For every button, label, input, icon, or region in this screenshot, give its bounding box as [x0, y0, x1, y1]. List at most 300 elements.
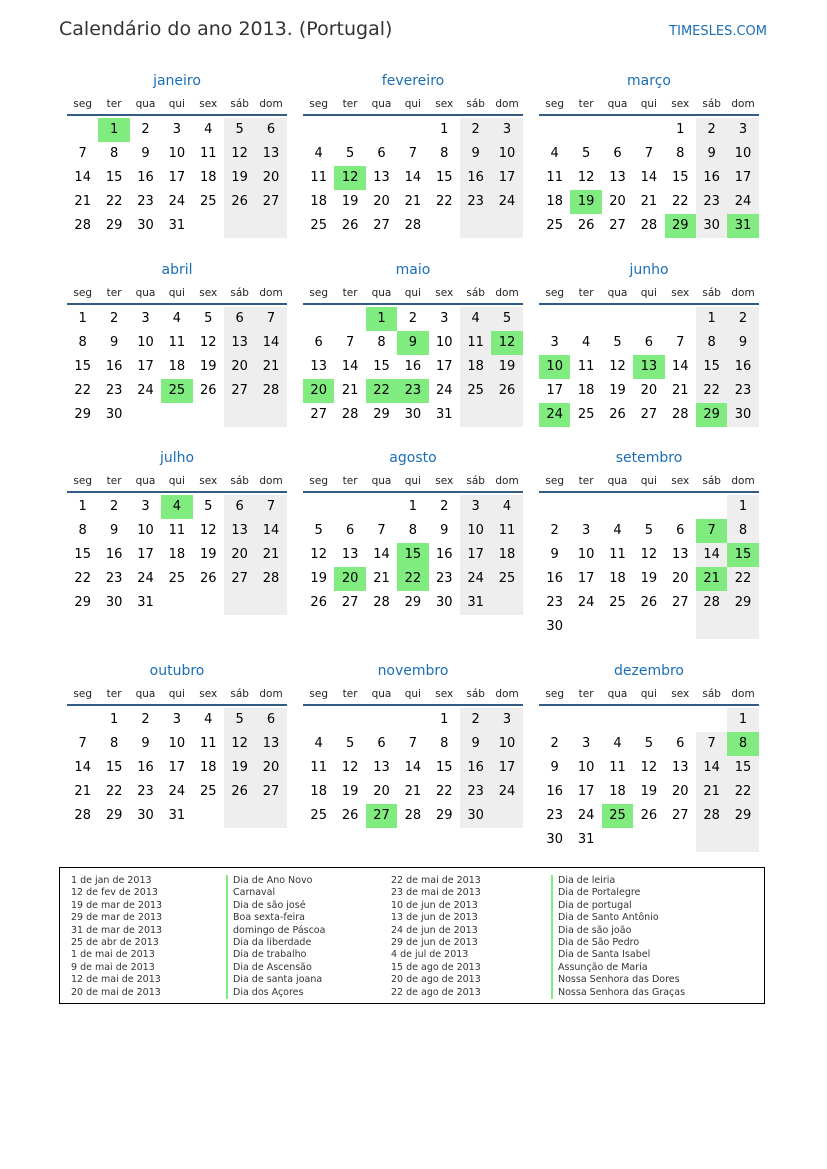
day-cell: 1: [78, 311, 87, 326]
day-cell: 4: [613, 523, 622, 538]
brand-link[interactable]: TIMESLES.COM: [669, 24, 767, 39]
weekday-header: [303, 688, 523, 706]
day-cell: 17: [491, 166, 522, 190]
day-cell: 25: [577, 407, 595, 422]
empty-cell: [602, 708, 633, 732]
day-cell: 5: [204, 311, 213, 326]
day-cell: 2: [408, 311, 417, 326]
day-cell: 19: [341, 194, 359, 209]
day-cell: 19: [224, 166, 255, 190]
day-cell: 16: [727, 355, 758, 379]
weekday-label: ter: [578, 475, 594, 487]
day-cell: 7: [255, 307, 286, 331]
day-cell: 21: [640, 194, 658, 209]
day-cell: 27: [224, 567, 255, 591]
day-cell: 20: [255, 166, 286, 190]
weekday-label: sáb: [230, 98, 249, 110]
weekday-label: sex: [199, 98, 218, 110]
empty-cell: [224, 804, 255, 828]
day-cell: 5: [345, 736, 355, 751]
day-cell: 17: [577, 571, 595, 586]
empty-cell: [539, 118, 570, 142]
weekday-header: [539, 688, 759, 706]
empty-cell: [696, 615, 727, 639]
day-cell: 7: [377, 523, 386, 538]
legend-names-col-1: [226, 875, 325, 999]
legend-holiday-name: Nossa Senhora das Graças: [551, 987, 685, 999]
page-title: Calendário do ano 2013. (Portugal): [59, 18, 393, 40]
day-cell: 4: [172, 311, 181, 326]
weekday-label: qua: [607, 475, 628, 487]
day-cell: 28: [640, 218, 658, 233]
day-cell: 10: [435, 335, 453, 350]
empty-cell: [602, 495, 633, 519]
day-cell: 28: [696, 591, 727, 615]
day-cell: 27: [640, 407, 658, 422]
day-cell: 2: [696, 118, 727, 142]
day-cell: 18: [491, 543, 522, 567]
weekday-label: ter: [106, 98, 122, 110]
month-dezembro: [539, 663, 759, 852]
day-cell: 22: [105, 194, 123, 209]
day-cell: 18: [199, 760, 217, 775]
day-cell: 20: [255, 756, 286, 780]
weekday-label: sex: [435, 688, 454, 700]
weekday-label: sáb: [702, 287, 721, 299]
legend-date: 19 de mar de 2013: [71, 899, 163, 911]
legend-holiday-name: Dia de São Pedro: [551, 937, 685, 949]
day-cell: 14: [640, 170, 658, 185]
day-cell: 29: [696, 403, 727, 427]
legend-date: 12 de mai de 2013: [71, 974, 161, 986]
day-cell: 14: [255, 331, 286, 355]
empty-cell: [602, 615, 633, 639]
weekday-label: dom: [259, 475, 283, 487]
day-cell: 6: [377, 146, 386, 161]
day-cell: 10: [577, 547, 595, 562]
empty-cell: [491, 804, 522, 828]
day-cell: 7: [696, 519, 727, 543]
day-cell: 20: [334, 567, 365, 591]
day-cell: 7: [408, 146, 417, 161]
day-cell: 13: [671, 760, 689, 775]
empty-cell: [460, 214, 491, 238]
day-cell: 9: [460, 142, 491, 166]
day-cell: 24: [460, 567, 491, 591]
day-cell: 12: [609, 359, 626, 374]
day-cell: 1: [440, 712, 449, 727]
day-cell: 31: [435, 407, 453, 422]
weekday-label: qua: [371, 287, 392, 299]
day-cell: 18: [460, 355, 491, 379]
legend-holiday-name: Dia de santa joana: [226, 974, 325, 986]
weekday-label: sáb: [466, 688, 485, 700]
day-cell: 13: [373, 760, 390, 775]
day-cell: 25: [460, 379, 491, 403]
day-grid: [303, 118, 523, 238]
weekday-label: sex: [199, 287, 218, 299]
legend-holiday-name: Boa sexta-feira: [226, 912, 325, 924]
day-cell: 15: [696, 355, 727, 379]
day-cell: 25: [310, 808, 327, 823]
day-cell: 3: [172, 712, 181, 727]
day-cell: 16: [435, 547, 453, 562]
weekday-label: seg: [545, 287, 564, 299]
day-cell: 21: [255, 355, 286, 379]
day-cell: 31: [137, 595, 154, 610]
legend-holiday-name: Carnaval: [226, 887, 325, 899]
day-cell: 2: [440, 499, 449, 514]
weekday-label: qua: [607, 688, 628, 700]
empty-cell: [696, 495, 727, 519]
day-cell: 11: [577, 359, 595, 374]
day-cell: 10: [168, 736, 186, 751]
day-cell: 14: [404, 170, 422, 185]
empty-cell: [366, 495, 397, 519]
empty-cell: [696, 828, 727, 852]
legend-date: 23 de mai de 2013: [391, 887, 481, 899]
day-cell: 9: [141, 146, 150, 161]
weekday-label: sáb: [466, 98, 485, 110]
month-name: julho: [159, 450, 195, 466]
day-cell: 30: [546, 619, 563, 634]
day-cell: 20: [671, 784, 689, 799]
legend-holiday-name: Nossa Senhora das Dores: [551, 974, 685, 986]
weekday-label: sex: [435, 475, 454, 487]
day-cell: 25: [199, 194, 217, 209]
weekday-label: qua: [607, 98, 628, 110]
weekday-label: ter: [578, 688, 594, 700]
weekday-header: [67, 98, 287, 116]
empty-cell: [633, 495, 664, 519]
day-cell: 30: [105, 407, 123, 422]
day-cell: 13: [310, 359, 327, 374]
day-cell: 1: [676, 122, 685, 137]
day-cell: 27: [255, 190, 286, 214]
day-cell: 5: [314, 523, 323, 538]
day-cell: 11: [310, 170, 327, 185]
day-cell: 22: [727, 780, 758, 804]
day-cell: 22: [671, 194, 689, 209]
day-cell: 15: [74, 547, 91, 562]
day-cell: 1: [109, 712, 119, 727]
day-cell: 31: [727, 214, 758, 238]
empty-cell: [67, 708, 98, 732]
day-cell: 26: [577, 218, 595, 233]
day-cell: 21: [404, 784, 422, 799]
empty-cell: [570, 307, 601, 331]
legend-holiday-name: Dia de são josé: [226, 900, 325, 912]
legend-holiday-name: Assunção de Maria: [551, 962, 685, 974]
empty-cell: [303, 307, 334, 331]
day-cell: 6: [613, 146, 622, 161]
day-cell: 4: [204, 712, 213, 727]
legend-date: 25 de abr de 2013: [71, 936, 159, 948]
day-cell: 22: [105, 784, 123, 799]
day-cell: 17: [491, 756, 522, 780]
day-cell: 26: [224, 780, 255, 804]
day-cell: 14: [341, 359, 359, 374]
weekday-label: sáb: [466, 475, 485, 487]
empty-cell: [570, 495, 601, 519]
day-cell: 12: [341, 760, 359, 775]
day-cell: 3: [141, 499, 150, 514]
weekday-label: sex: [671, 98, 690, 110]
weekday-header: [67, 688, 287, 706]
month-novembro: [303, 663, 523, 828]
empty-cell: [193, 214, 224, 238]
weekday-label: sex: [671, 287, 690, 299]
day-cell: 18: [199, 170, 217, 185]
day-cell: 2: [109, 311, 119, 326]
day-cell: 26: [640, 808, 658, 823]
empty-cell: [303, 495, 334, 519]
day-cell: 22: [435, 784, 453, 799]
day-cell: 6: [676, 736, 685, 751]
day-cell: 8: [377, 335, 386, 350]
day-cell: 29: [105, 808, 123, 823]
day-cell: 13: [373, 170, 390, 185]
weekday-label: ter: [106, 287, 122, 299]
day-cell: 13: [255, 142, 286, 166]
day-cell: 2: [727, 307, 758, 331]
empty-cell: [539, 495, 570, 519]
empty-cell: [665, 307, 696, 331]
day-grid: [67, 307, 287, 427]
day-cell: 8: [676, 146, 685, 161]
day-cell: 20: [671, 571, 689, 586]
weekday-label: qui: [168, 98, 185, 110]
day-cell: 19: [609, 383, 626, 398]
day-cell: 13: [341, 547, 359, 562]
weekday-label: sex: [671, 688, 690, 700]
day-cell: 19: [341, 784, 359, 799]
month-name: abril: [161, 262, 193, 278]
weekday-label: dom: [495, 475, 519, 487]
weekday-label: seg: [309, 475, 328, 487]
legend-date: 20 de ago de 2013: [391, 974, 481, 986]
day-cell: 12: [224, 732, 255, 756]
day-cell: 26: [341, 808, 359, 823]
weekday-label: ter: [342, 688, 358, 700]
month-maio: [303, 262, 523, 427]
legend-holiday-name: domingo de Páscoa: [226, 925, 325, 937]
day-cell: 3: [491, 708, 522, 732]
legend-date: 1 de jan de 2013: [71, 875, 152, 886]
empty-cell: [570, 118, 601, 142]
weekday-label: qui: [640, 287, 657, 299]
day-cell: 19: [640, 571, 658, 586]
day-cell: 20: [609, 194, 626, 209]
weekday-label: dom: [259, 287, 283, 299]
empty-cell: [602, 307, 633, 331]
day-cell: 2: [141, 122, 150, 137]
weekday-header: [539, 98, 759, 116]
legend-holiday-name: Dia de Portalegre: [551, 887, 685, 899]
weekday-label: dom: [259, 98, 283, 110]
day-cell: 29: [727, 591, 758, 615]
legend-date: 22 de ago de 2013: [391, 986, 481, 998]
day-grid: [539, 307, 759, 427]
day-cell: 5: [644, 523, 653, 538]
day-cell: 28: [373, 595, 390, 610]
day-cell: 28: [255, 379, 286, 403]
day-cell: 13: [609, 170, 626, 185]
day-cell: 19: [640, 784, 658, 799]
day-cell: 22: [727, 567, 758, 591]
day-cell: 28: [255, 567, 286, 591]
day-cell: 16: [404, 359, 422, 374]
day-cell: 10: [137, 523, 154, 538]
empty-cell: [193, 591, 224, 615]
weekday-label: seg: [309, 287, 328, 299]
empty-cell: [539, 708, 570, 732]
day-cell: 21: [696, 567, 727, 591]
day-cell: 26: [199, 383, 217, 398]
day-cell: 14: [255, 519, 286, 543]
day-cell: 9: [109, 335, 119, 350]
weekday-label: sex: [199, 688, 218, 700]
day-cell: 22: [397, 567, 428, 591]
day-cell: 3: [460, 495, 491, 519]
day-cell: 22: [435, 194, 453, 209]
day-cell: 13: [255, 732, 286, 756]
day-cell: 23: [696, 190, 727, 214]
day-cell: 17: [168, 170, 186, 185]
legend-date: 15 de ago de 2013: [391, 961, 481, 973]
day-cell: 8: [109, 146, 119, 161]
legend-date: 31 de mar de 2013: [71, 924, 163, 936]
day-cell: 14: [74, 760, 91, 775]
day-cell: 4: [581, 335, 591, 350]
empty-cell: [255, 214, 286, 238]
day-cell: 20: [640, 383, 658, 398]
day-cell: 8: [696, 331, 727, 355]
day-cell: 17: [577, 784, 595, 799]
weekday-header: [67, 475, 287, 493]
day-cell: 19: [199, 359, 217, 374]
empty-cell: [67, 118, 98, 142]
day-cell: 26: [199, 571, 217, 586]
day-cell: 3: [727, 118, 758, 142]
weekday-label: dom: [731, 688, 755, 700]
legend-holiday-name: Dia de são joão: [551, 925, 685, 937]
day-cell: 20: [373, 194, 390, 209]
day-cell: 9: [727, 331, 758, 355]
month-abril: [67, 262, 287, 427]
day-cell: 24: [491, 190, 522, 214]
day-cell: 27: [366, 804, 397, 828]
empty-cell: [633, 118, 664, 142]
day-cell: 23: [397, 379, 428, 403]
day-cell: 4: [460, 307, 491, 331]
day-cell: 12: [640, 760, 658, 775]
day-cell: 11: [199, 736, 217, 751]
day-cell: 10: [460, 519, 491, 543]
day-cell: 1: [727, 708, 758, 732]
day-cell: 24: [491, 780, 522, 804]
weekday-label: seg: [545, 475, 564, 487]
day-cell: 18: [310, 784, 327, 799]
weekday-label: sáb: [230, 287, 249, 299]
empty-cell: [539, 307, 570, 331]
weekday-label: dom: [495, 287, 519, 299]
day-cell: 12: [224, 142, 255, 166]
month-julho: [67, 450, 287, 615]
legend-date: 24 de jun de 2013: [391, 924, 478, 936]
day-cell: 29: [404, 595, 422, 610]
day-cell: 13: [671, 547, 689, 562]
legend-date: 13 de jun de 2013: [391, 912, 478, 924]
day-cell: 23: [435, 571, 453, 586]
legend-date: 4 de jul de 2013: [391, 949, 469, 961]
day-cell: 1: [696, 307, 727, 331]
day-cell: 16: [460, 756, 491, 780]
empty-cell: [303, 708, 334, 732]
month-janeiro: [67, 73, 287, 238]
day-cell: 12: [199, 523, 217, 538]
day-cell: 17: [137, 547, 154, 562]
day-cell: 14: [696, 543, 727, 567]
empty-cell: [193, 804, 224, 828]
empty-cell: [366, 708, 397, 732]
empty-cell: [397, 118, 428, 142]
day-cell: 13: [633, 355, 664, 379]
weekday-label: sáb: [230, 475, 249, 487]
day-cell: 12: [199, 335, 217, 350]
legend-holiday-name: Dia de Santa Isabel: [551, 949, 685, 961]
day-cell: 16: [105, 359, 123, 374]
day-cell: 15: [435, 170, 453, 185]
day-cell: 14: [671, 359, 689, 374]
weekday-label: qua: [371, 688, 392, 700]
day-cell: 24: [137, 571, 154, 586]
day-cell: 17: [137, 359, 154, 374]
weekday-label: qui: [640, 475, 657, 487]
day-cell: 19: [199, 547, 217, 562]
day-cell: 14: [696, 756, 727, 780]
day-cell: 16: [546, 784, 563, 799]
weekday-label: ter: [578, 287, 594, 299]
day-cell: 18: [168, 547, 186, 562]
weekday-label: qua: [371, 475, 392, 487]
month-setembro: [539, 450, 759, 639]
day-cell: 4: [491, 495, 522, 519]
empty-cell: [303, 118, 334, 142]
day-grid: [539, 118, 759, 238]
day-cell: 30: [727, 403, 758, 427]
day-cell: 14: [404, 760, 422, 775]
day-cell: 30: [435, 595, 453, 610]
day-cell: 15: [74, 359, 91, 374]
day-cell: 15: [105, 760, 123, 775]
day-cell: 11: [310, 760, 327, 775]
day-cell: 6: [345, 523, 355, 538]
empty-cell: [334, 708, 365, 732]
empty-cell: [727, 828, 758, 852]
weekday-label: qui: [404, 98, 421, 110]
day-grid: [539, 708, 759, 852]
weekday-header: [303, 287, 523, 305]
day-cell: 17: [435, 359, 453, 374]
day-cell: 23: [137, 784, 154, 799]
weekday-label: qua: [135, 287, 156, 299]
day-cell: 25: [609, 595, 626, 610]
day-cell: 21: [74, 194, 91, 209]
day-cell: 30: [137, 218, 154, 233]
day-cell: 29: [105, 218, 123, 233]
day-cell: 18: [546, 194, 563, 209]
